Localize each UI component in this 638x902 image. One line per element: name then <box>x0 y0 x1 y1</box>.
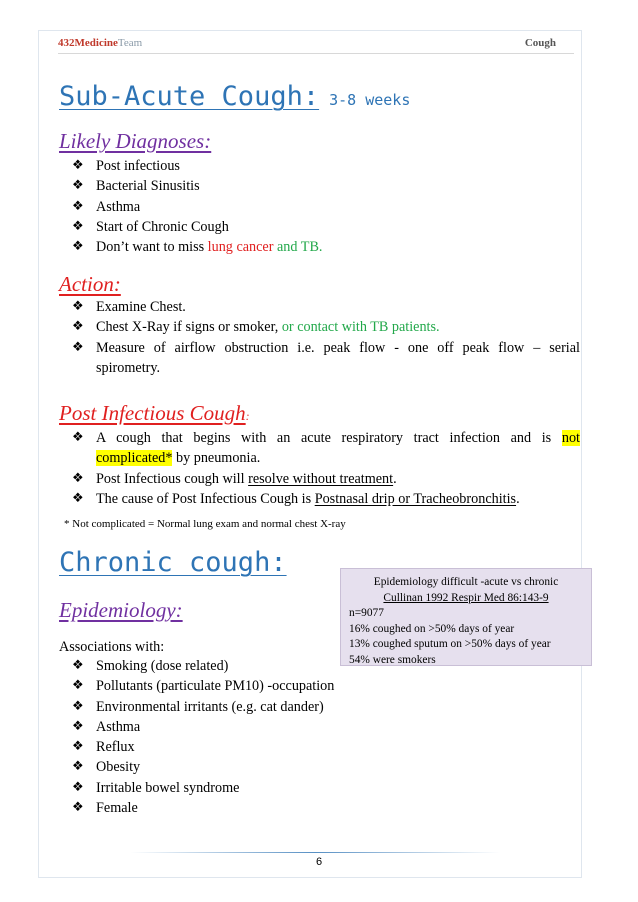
diamond-bullet-icon: ❖ <box>72 178 84 194</box>
diamond-bullet-icon: ❖ <box>72 779 84 795</box>
post-infectious-heading: Post Infectious Cough: <box>59 401 250 425</box>
list-item: ❖ Measure of airflow obstruction i.e. peak flow - one off peak flow – serial spirometry. <box>72 339 580 376</box>
diamond-bullet-icon: ❖ <box>72 759 84 775</box>
subacute-duration: 3-8 weeks <box>329 91 411 109</box>
list-item: ❖ Female <box>59 798 580 818</box>
list-item: ❖ Post infectious <box>59 156 580 176</box>
chapter-title: Cough <box>524 37 556 49</box>
likely-diagnoses-heading: Likely Diagnoses: <box>59 129 212 153</box>
diamond-bullet-icon: ❖ <box>72 299 84 314</box>
epidemiology-heading: Epidemiology: <box>59 598 183 622</box>
page-header <box>58 37 574 54</box>
diamond-bullet-icon: ❖ <box>72 658 84 673</box>
list-item: ❖ Asthma <box>59 197 580 217</box>
diamond-bullet-icon: ❖ <box>72 239 84 255</box>
list-item: ❖ Pollutants (particulate PM10) -occupation <box>59 676 580 696</box>
diamond-bullet-icon: ❖ <box>72 678 84 694</box>
diamond-bullet-icon: ❖ <box>72 218 84 234</box>
list-item: ❖ Chest X-Ray if signs or smoker, or contact with TB patients. <box>59 317 580 337</box>
diamond-bullet-icon: ❖ <box>72 490 84 506</box>
team-brand: 432MedicineTeam <box>58 37 143 49</box>
list-item: ❖ Reflux <box>59 737 580 757</box>
chronic-cough-title: Chronic cough: <box>59 547 287 578</box>
diamond-bullet-icon: ❖ <box>72 470 84 486</box>
action-list <box>59 297 580 378</box>
subacute-title: Sub-Acute Cough: 3-8 weeks <box>59 81 411 112</box>
diamond-bullet-icon: ❖ <box>72 430 84 445</box>
list-item: ❖ Post Infectious cough will resolve without treatment. <box>59 469 580 489</box>
list-item: ❖ Start of Chronic Cough <box>59 217 580 237</box>
diamond-bullet-icon: ❖ <box>72 158 84 173</box>
diamond-bullet-icon: ❖ <box>72 698 84 714</box>
action-heading: Action: <box>59 272 121 296</box>
diamond-bullet-icon: ❖ <box>72 800 84 816</box>
footer-divider <box>130 852 500 853</box>
page-number: 6 <box>315 856 323 868</box>
diamond-bullet-icon: ❖ <box>72 319 84 335</box>
list-item: ❖ Irritable bowel syndrome <box>59 778 580 798</box>
list-item: ❖ A cough that begins with an acute respiratory tract infection and is not complicated* by pneumonia. <box>72 430 580 467</box>
list-item: ❖ Smoking (dose related) <box>59 656 580 676</box>
likely-diagnoses-list <box>59 156 580 257</box>
list-item: ❖ Don’t want to miss lung cancer and TB. <box>59 237 580 257</box>
diamond-bullet-icon: ❖ <box>72 718 84 734</box>
list-item: ❖ Obesity <box>59 757 580 777</box>
associations-list <box>59 656 580 818</box>
diamond-bullet-icon: ❖ <box>72 739 84 755</box>
post-infectious-list <box>59 428 580 509</box>
associations-intro: Associations with: <box>59 639 165 655</box>
list-item: ❖ The cause of Post Infectious Cough is Postnasal drip or Tracheobronchitis. <box>59 489 580 509</box>
list-item: ❖ Asthma <box>59 717 580 737</box>
diamond-bullet-icon: ❖ <box>72 198 84 214</box>
epidemiology-box: Epidemiology difficult -acute vs chronic Cullinan 1992 Respir Med 86:143-9 n=9077 16% coughed on >50% days of year 13% coughed sputum on >50% days of year 54% were smokers <box>340 568 592 666</box>
list-item: ❖ Environmental irritants (e.g. cat dander) <box>59 697 580 717</box>
list-item: ❖ Bacterial Sinusitis <box>59 176 580 196</box>
footnote: * Not complicated = Normal lung exam and normal chest X-ray <box>64 518 346 530</box>
list-item: ❖ Examine Chest. <box>59 297 580 317</box>
diamond-bullet-icon: ❖ <box>72 339 84 355</box>
